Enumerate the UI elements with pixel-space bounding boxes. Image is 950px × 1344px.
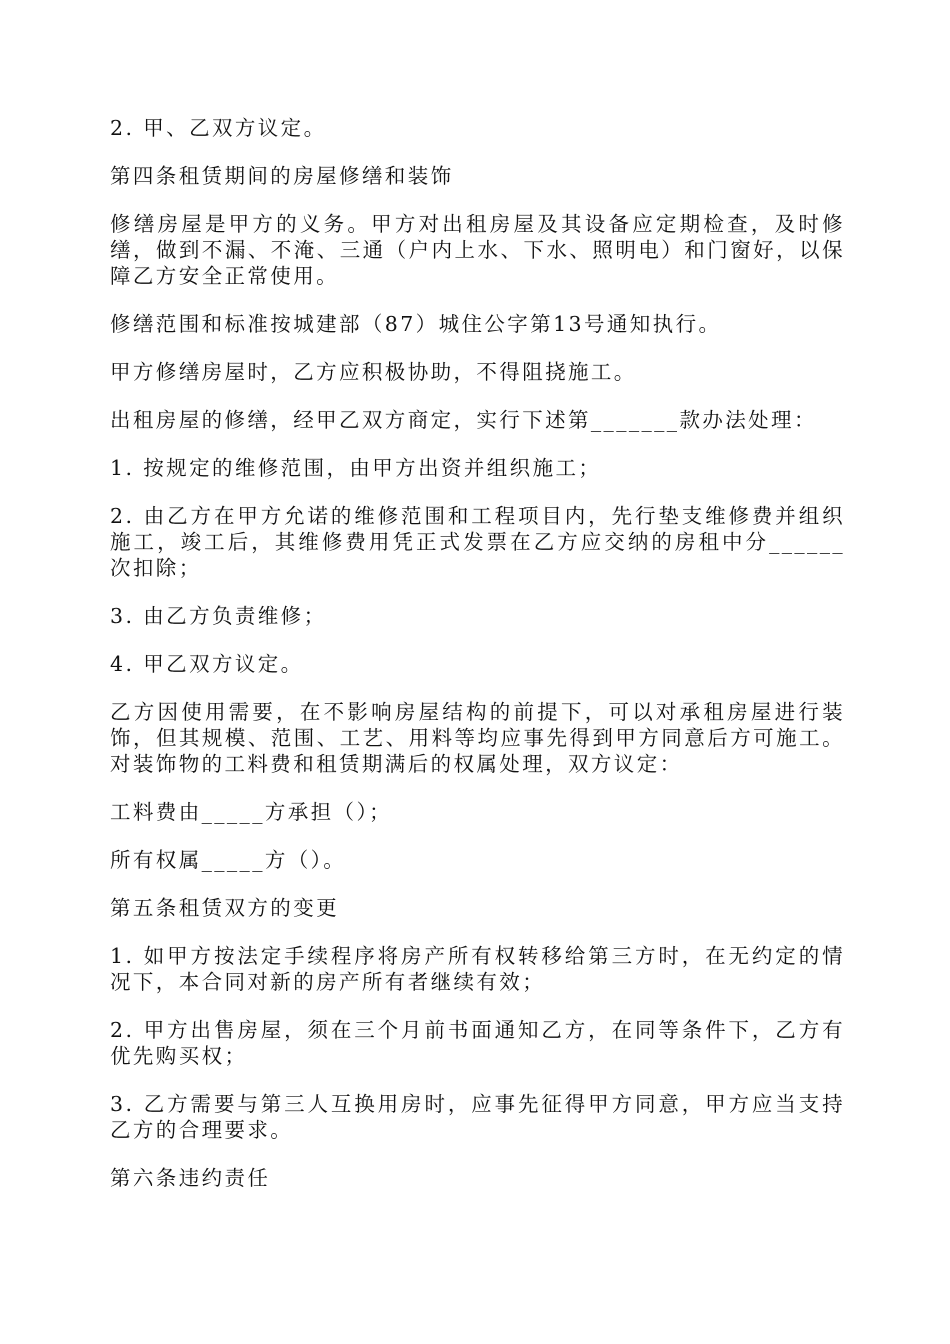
clause-paragraph: 所有权属_____方（）。 bbox=[110, 848, 347, 872]
section-heading: 第四条租赁期间的房屋修缮和装饰 bbox=[110, 164, 454, 188]
clause-paragraph: 修缮范围和标准按城建部（87）城住公字第13号通知执行。 bbox=[110, 312, 722, 336]
list-item: 2. 由乙方在甲方允诺的维修范围和工程项目内，先行垫支维修费并组织施工，竣工后，其维修费用凭正式发票在乙方应交纳的房租中分______次扣除； bbox=[110, 504, 845, 580]
clause-paragraph: 2. 甲、乙双方议定。 bbox=[110, 116, 327, 140]
clause-paragraph: 出租房屋的修缮，经甲乙双方商定，实行下述第_______款办法处理： bbox=[110, 408, 817, 432]
list-item: 4. 甲乙双方议定。 bbox=[110, 652, 304, 676]
list-item: 3. 由乙方负责维修； bbox=[110, 604, 327, 628]
list-item: 3. 乙方需要与第三人互换用房时，应事先征得甲方同意，甲方应当支持乙方的合理要求。 bbox=[110, 1092, 845, 1142]
section-heading: 第五条租赁双方的变更 bbox=[110, 896, 339, 920]
list-item: 2. 甲方出售房屋，须在三个月前书面通知乙方，在同等条件下，乙方有优先购买权； bbox=[110, 1018, 845, 1068]
clause-paragraph: 工料费由_____方承担（）； bbox=[110, 800, 392, 824]
list-item: 1. 如甲方按法定手续程序将房产所有权转移给第三方时，在无约定的情况下，本合同对新的房产所有者继续有效； bbox=[110, 944, 845, 994]
section-heading: 第六条违约责任 bbox=[110, 1166, 271, 1190]
document-body bbox=[110, 115, 845, 1213]
list-item: 1. 按规定的维修范围，由甲方出资并组织施工； bbox=[110, 456, 602, 480]
clause-paragraph: 甲方修缮房屋时，乙方应积极协助，不得阻挠施工。 bbox=[110, 360, 637, 384]
clause-paragraph: 乙方因使用需要，在不影响房屋结构的前提下，可以对承租房屋进行装饰，但其规模、范围、工艺、用料等均应事先得到甲方同意后方可施工。对装饰物的工料费和租赁期满后的权属处理，双方议定： bbox=[110, 700, 845, 776]
clause-paragraph: 修缮房屋是甲方的义务。甲方对出租房屋及其设备应定期检查，及时修缮，做到不漏、不淹、三通（户内上水、下水、照明电）和门窗好，以保障乙方安全正常使用。 bbox=[110, 212, 845, 288]
